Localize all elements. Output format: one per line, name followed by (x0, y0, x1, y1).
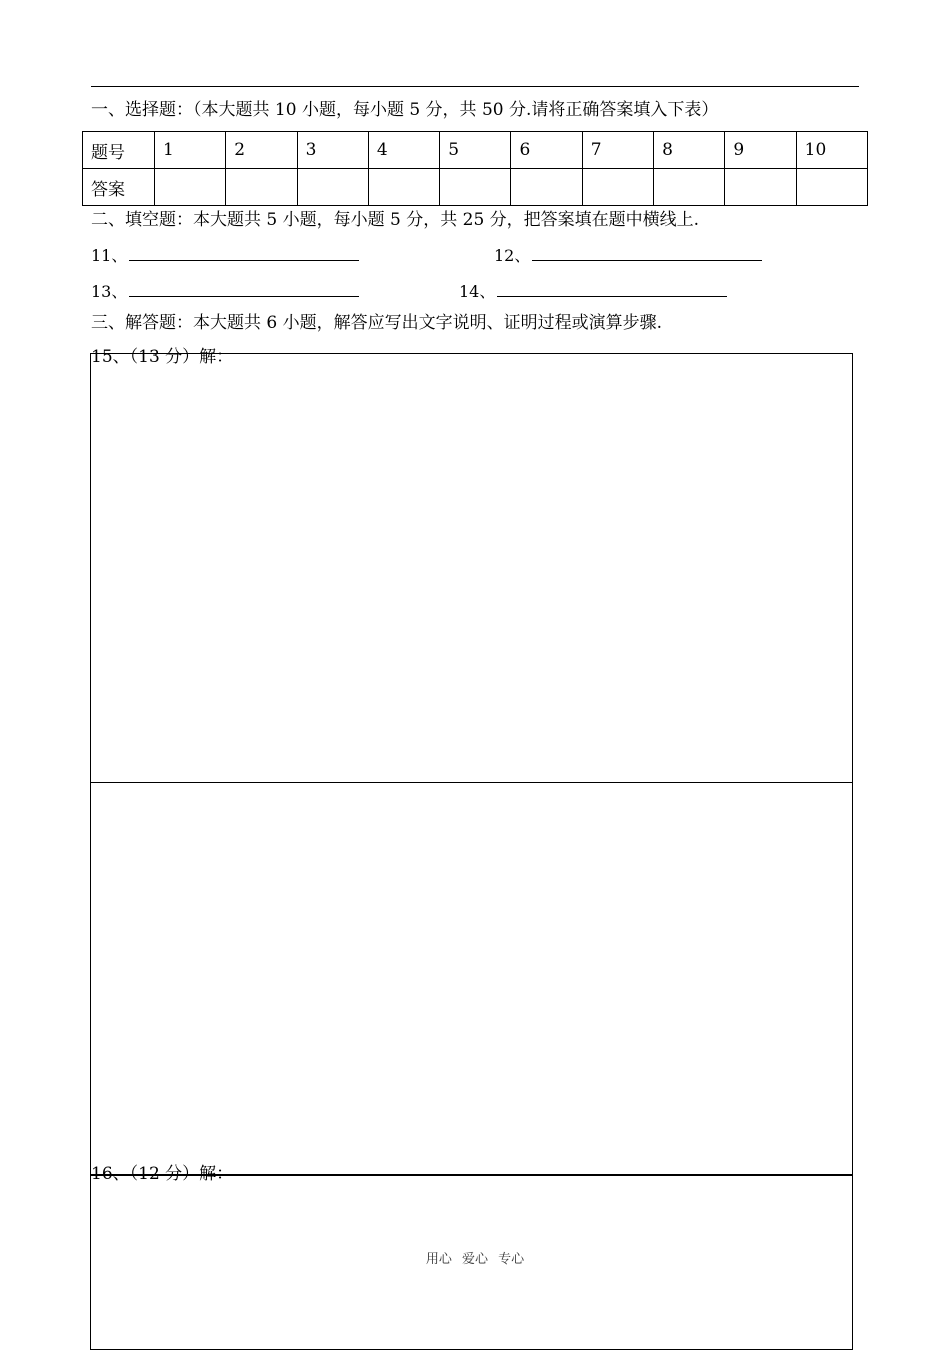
section3-heading: 三、解答题：本大题共 6 小题，解答应写出文字说明、证明过程或演算步骤. (91, 313, 663, 333)
answer-cell[interactable] (511, 169, 582, 206)
blank-label: 13、 (91, 282, 128, 301)
table-cell: 4 (368, 132, 439, 169)
answer-box-15-continued[interactable] (90, 782, 853, 1175)
blank-12[interactable] (494, 244, 762, 267)
page-footer: 用心 爱心 专心 (425, 1252, 525, 1267)
answer-table (82, 131, 868, 206)
blank-line (129, 244, 359, 261)
table-cell: 2 (226, 132, 297, 169)
answer-cell[interactable] (796, 169, 867, 206)
table-cell: 9 (725, 132, 796, 169)
table-cell: 8 (654, 132, 725, 169)
answer-cell[interactable] (725, 169, 796, 206)
blank-label: 12、 (494, 246, 531, 265)
blank-line (497, 280, 727, 297)
blank-13[interactable] (91, 280, 359, 303)
answer-cell[interactable] (654, 169, 725, 206)
answer-cell[interactable] (226, 169, 297, 206)
top-rule (91, 86, 859, 87)
blank-label: 11、 (91, 246, 128, 265)
blank-label: 14、 (459, 282, 496, 301)
section2-heading: 二、填空题：本大题共 5 小题，每小题 5 分，共 25 分，把答案填在题中横线上. (91, 210, 700, 230)
table-cell: 5 (440, 132, 511, 169)
table-row (83, 132, 868, 169)
question-16-label: 16、（12 分）解： (91, 1164, 234, 1184)
section1-heading: 一、选择题：（本大题共 10 小题，每小题 5 分，共 50 分.请将正确答案填入下表） (91, 100, 719, 120)
question-15-label: 15、（13 分）解： (91, 347, 234, 367)
answer-cell[interactable] (155, 169, 226, 206)
table-cell: 1 (155, 132, 226, 169)
blank-line (532, 244, 762, 261)
answer-cell[interactable] (440, 169, 511, 206)
table-cell: 7 (582, 132, 653, 169)
blank-14[interactable] (459, 280, 727, 303)
answer-cell[interactable] (297, 169, 368, 206)
answer-cell[interactable] (582, 169, 653, 206)
table-cell: 10 (796, 132, 867, 169)
blank-11[interactable] (91, 244, 359, 267)
answer-cell[interactable] (368, 169, 439, 206)
answer-box-15[interactable] (90, 353, 853, 783)
table-cell: 3 (297, 132, 368, 169)
table-cell-header: 题号 (83, 132, 155, 169)
table-row (83, 169, 868, 206)
table-cell-header: 答案 (83, 169, 155, 206)
blank-line (129, 280, 359, 297)
table-cell: 6 (511, 132, 582, 169)
